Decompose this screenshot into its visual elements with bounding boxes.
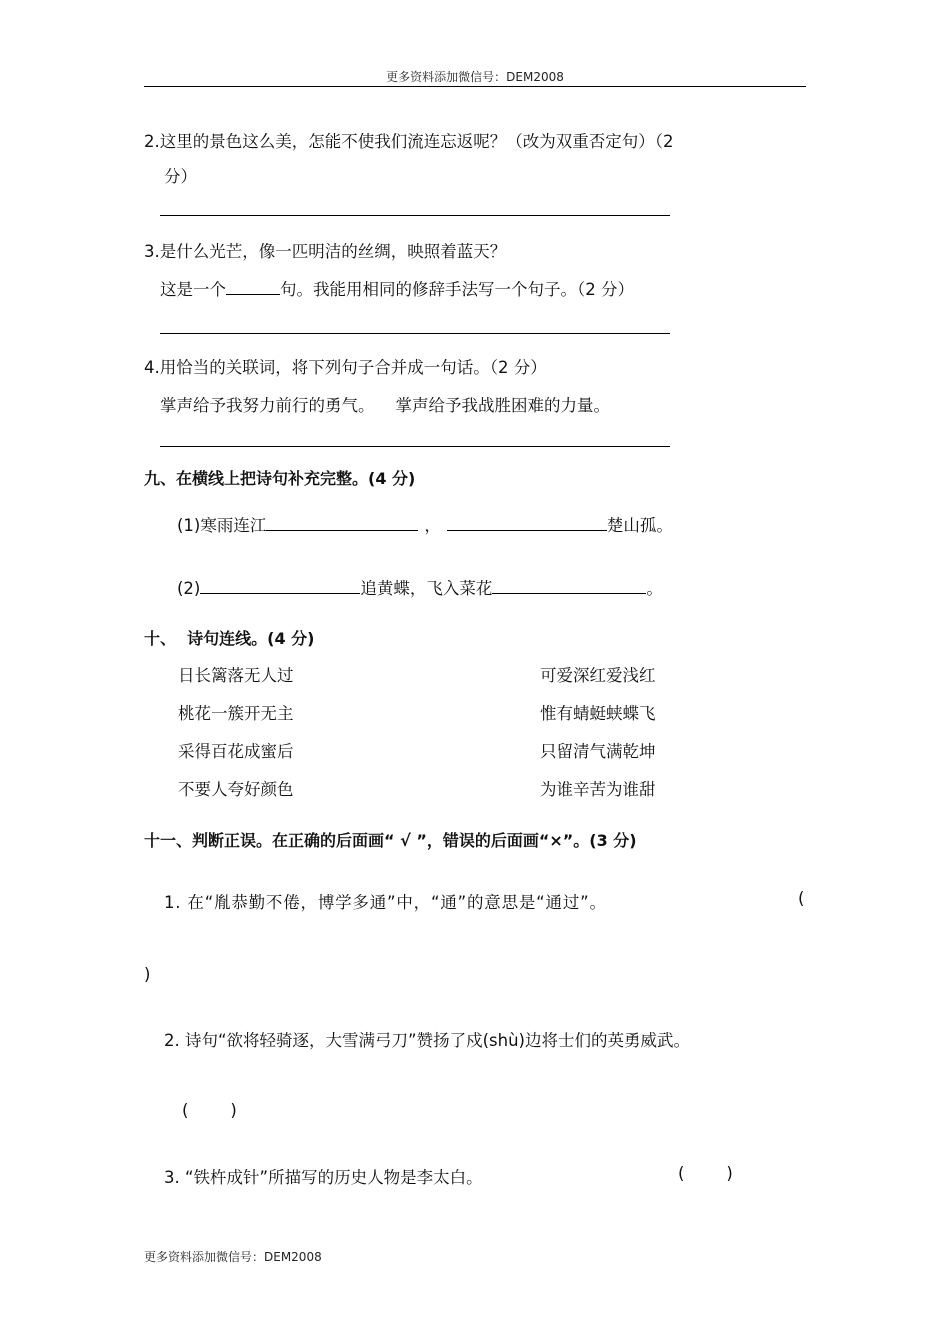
s9-item2-mid: 追黄蝶，飞入菜花 [360, 579, 493, 598]
s9-item2-end: 。 [646, 579, 663, 598]
s11-item2: 2. 诗句“欲将轻骑逐，大雪满弓刀”赞扬了戍(shù)边将士们的英勇威武。 [164, 1031, 690, 1050]
s9-item1-b: 楚山孤。 [606, 516, 673, 535]
section9-title: 九、在横线上把诗句补充完整。(4 分) [144, 469, 416, 488]
s9-item1-sep: ， [424, 516, 441, 535]
q3-line1: 3.是什么光芒，像一匹明洁的丝绸，映照着蓝天？ [144, 242, 507, 261]
section11-title: 十一、判断正误。在正确的后面画“ √ ”，错误的后面画“×”。(3 分) [144, 831, 637, 850]
s11-item1-open-paren: ( [798, 889, 805, 908]
poem-left-4: 不要人夸好颜色 [178, 780, 294, 799]
s9-blank-1 [266, 514, 418, 531]
q3-line2-after: 句。我能用相同的修辞手法写一个句子。（2 分） [280, 280, 634, 299]
poem-left-2: 桃花一簇开无主 [178, 704, 294, 723]
section9-item2 [177, 575, 663, 599]
q2-line2: 分） [164, 167, 197, 186]
q4-line1: 4.用恰当的关联词，将下列句子合并成一句话。（2 分） [144, 358, 547, 377]
s9-item1-a: (1)寒雨连江 [177, 516, 267, 535]
q3-line2-before: 这是一个 [160, 280, 226, 299]
poem-right-2: 惟有蜻蜓蛱蝶飞 [540, 704, 656, 723]
s11-item3-paren: ( ) [678, 1164, 733, 1183]
poem-left-1: 日长篱落无人过 [178, 666, 294, 685]
s11-item1: 1. 在“胤恭勤不倦，博学多通”中，“通”的意思是“通过”。 [164, 893, 607, 912]
poem-right-3: 只留清气满乾坤 [540, 742, 656, 761]
poem-left-3: 采得百花成蜜后 [178, 742, 294, 761]
poem-right-1: 可爱深红爱浅红 [540, 666, 656, 685]
s9-blank-4 [492, 577, 646, 594]
s9-item2-a: (2) [177, 579, 201, 598]
q3-blank [226, 278, 280, 295]
s9-blank-3 [200, 577, 360, 594]
s11-item2-paren: ( ) [182, 1101, 237, 1120]
q4-answer-line [160, 446, 670, 447]
section10-title: 十、 诗句连线。(4 分) [144, 629, 315, 648]
s9-blank-2 [447, 514, 607, 531]
section9-item1 [177, 512, 673, 536]
page-header: 更多资料添加微信号：DEM2008 [386, 70, 564, 84]
q2-line1: 2.这里的景色这么美，怎能不使我们流连忘返呢？（改为双重否定句）（2 [144, 132, 674, 151]
header-divider [144, 86, 806, 87]
q4-line2: 掌声给予我努力前行的勇气。 掌声给予我战胜困难的力量。 [160, 396, 610, 415]
s11-item3: 3. “铁杵成针”所描写的历史人物是李太白。 [164, 1168, 483, 1187]
page-footer: 更多资料添加微信号：DEM2008 [144, 1250, 322, 1264]
q3-line2 [160, 276, 634, 300]
poem-right-4: 为谁辛苦为谁甜 [540, 780, 656, 799]
q2-answer-line [160, 215, 670, 216]
s11-item1-close-paren: ) [144, 965, 151, 984]
q3-answer-line [160, 333, 670, 334]
